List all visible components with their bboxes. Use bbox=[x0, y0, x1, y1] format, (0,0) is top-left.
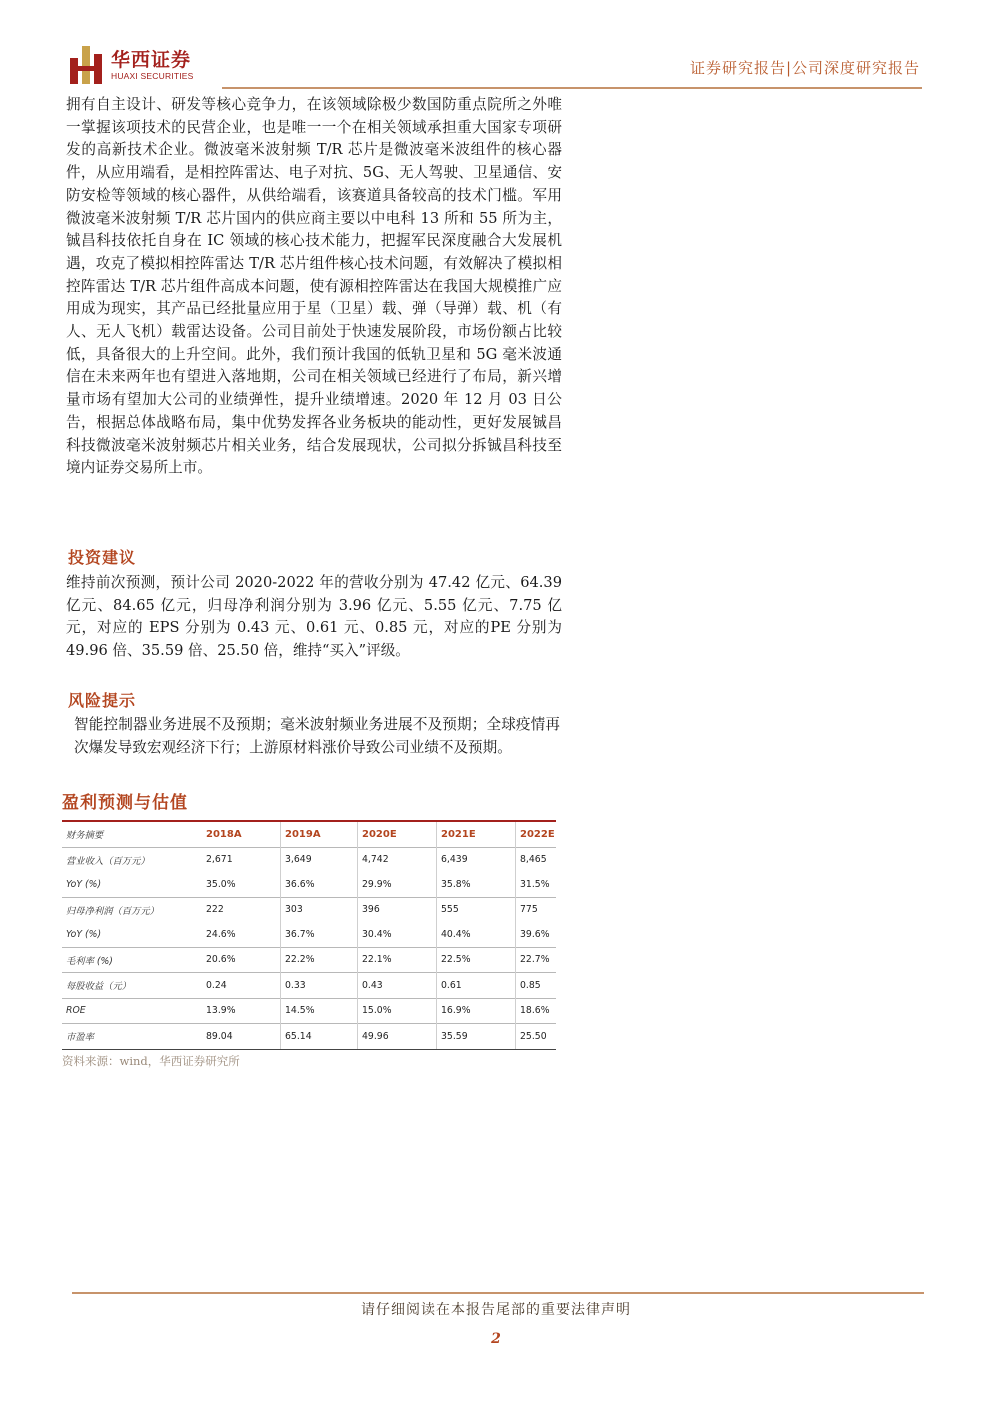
table-cell: 25.50 bbox=[516, 1024, 557, 1050]
row-label: 市盈率 bbox=[62, 1024, 202, 1050]
table-cell: 775 bbox=[516, 897, 557, 922]
year-header: 2018A bbox=[202, 821, 281, 847]
table-cell: 0.61 bbox=[437, 973, 516, 999]
table-cell: 31.5% bbox=[516, 872, 557, 897]
table-cell: 36.7% bbox=[281, 922, 358, 947]
year-header: 2020E bbox=[358, 821, 437, 847]
table-cell: 14.5% bbox=[281, 998, 358, 1024]
table-cell: 303 bbox=[281, 897, 358, 922]
financial-summary-table bbox=[62, 820, 556, 1050]
report-type-label: 证券研究报告|公司深度研究报告 bbox=[689, 59, 920, 77]
row-label: 毛利率 (%) bbox=[62, 947, 202, 973]
legal-disclaimer: 请仔细阅读在本报告尾部的重要法律声明 bbox=[361, 1302, 631, 1318]
year-header: 2022E bbox=[516, 821, 557, 847]
table-cell: 65.14 bbox=[281, 1024, 358, 1050]
row-label: YoY (%) bbox=[66, 878, 102, 890]
table-cell: 22.1% bbox=[358, 947, 437, 973]
table-cell: 40.4% bbox=[437, 922, 516, 947]
huaxi-logo-icon bbox=[68, 44, 104, 84]
table-cell: 396 bbox=[358, 897, 437, 922]
table-row bbox=[62, 973, 556, 999]
table-cell: 3,649 bbox=[281, 847, 358, 872]
table-cell: 49.96 bbox=[358, 1024, 437, 1050]
table-cell: 35.0% bbox=[206, 878, 236, 890]
page-header bbox=[0, 0, 992, 100]
row-label: 归母净利润（百万元） bbox=[62, 897, 202, 922]
table-row bbox=[62, 998, 556, 1024]
table-row bbox=[62, 1024, 556, 1050]
table-cell: 35.59 bbox=[437, 1024, 516, 1050]
table-row bbox=[62, 947, 556, 973]
table-cell: 36.6% bbox=[281, 872, 358, 897]
row-label: 每股收益（元） bbox=[62, 973, 202, 999]
body-paragraph-investment: 维持前次预测，预计公司 2020-2022 年的营收分别为 47.42 亿元、64.39 亿元、84.65 亿元，归母净利润分别为 3.96 亿元、5.55 亿元、7.75 亿元，对应的 EPS 分别为 0.43 元、0.61 元、0.85 元，对应的PE 分别为 49.96 倍、35.59 倍、25.50 倍，维持“买入”评级。 bbox=[66, 574, 562, 660]
header-divider bbox=[222, 87, 922, 89]
table-cell: 16.9% bbox=[437, 998, 516, 1024]
table-row bbox=[62, 897, 556, 922]
table-cell: 24.6% bbox=[206, 928, 236, 940]
table-row bbox=[62, 847, 556, 872]
logo-chinese-name: 华西证券 bbox=[111, 49, 192, 71]
table-cell: 29.9% bbox=[358, 872, 437, 897]
table-cell: 20.6% bbox=[202, 947, 281, 973]
table-row bbox=[62, 922, 556, 947]
table-cell: 22.5% bbox=[437, 947, 516, 973]
section-title-investment: 投资建议 bbox=[68, 548, 137, 567]
table-cell: 15.0% bbox=[358, 998, 437, 1024]
footer-divider bbox=[72, 1292, 924, 1294]
logo-english-name: HUAXI SECURITIES bbox=[111, 71, 194, 81]
table-cell: 89.04 bbox=[202, 1024, 281, 1050]
page-number: 2 bbox=[491, 1331, 501, 1347]
table-cell: 222 bbox=[202, 897, 281, 922]
body-paragraph-company-overview: 拥有自主设计、研发等核心竞争力，在该领域除极少数国防重点院所之外唯一掌握该项技术的民营企业，也是唯一一个在相关领域承担重大国家专项研发的高新技术企业。微波毫米波射频 T/R 芯片是微波毫米波组件的核心器件，从应用端看，是相控阵雷达、电子对抗、5G、无人驾驶、卫星通信、安防安检等领域的核心器件，从供给端看，该赛道具备较高的技术门槛。军用微波毫米波射频 T/R 芯片国内的供应商主要以中电科 13 所和 55 所为主，铖昌科技依托自身在 IC 领域的核心技术能力，把握军民深度融合大发展机遇，攻克了模拟相控阵雷达 T/R 芯片组件核心技术问题，有效解决了模拟相控阵雷达 T/R 芯片组件高成本问题，使有源相控阵雷达在我国大规模推广应用成为现实，其产品已经批量应用于星（卫星）载、弹（导弹）载、机（有人、无人飞机）载雷达设备。公司目前处于快速发展阶段，市场份额占比较低，具备很大的上升空间。此外，我们预计我国的低轨卫星和 5G 毫米波通信在未来两年也有望进入落地期，公司在相关领域已经进行了布局，新兴增量市场有望加大公司的业绩弹性，提升业绩增速。2020 年 12 月 03 日公告，根据总体战略布局，集中优势发挥各业务板块的能动性，更好发展铖昌科技微波毫米波射频芯片相关业务，结合发展现状，公司拟分拆铖昌科技至境内证券交易所上市。 bbox=[66, 96, 562, 477]
table-cell: 8,465 bbox=[516, 847, 557, 872]
section-title-risk: 风险提示 bbox=[68, 691, 137, 710]
table-cell: 22.2% bbox=[281, 947, 358, 973]
row-label: YoY (%) bbox=[66, 928, 102, 940]
table-source-note: 资料来源：wind，华西证券研究所 bbox=[62, 1054, 240, 1068]
table-cell: 30.4% bbox=[358, 922, 437, 947]
table-row bbox=[62, 872, 556, 897]
table-cell: 35.8% bbox=[437, 872, 516, 897]
table-cell: 2,671 bbox=[202, 847, 281, 872]
table-cell: 4,742 bbox=[358, 847, 437, 872]
table-cell: 13.9% bbox=[202, 998, 281, 1024]
section-title-forecast: 盈利预测与估值 bbox=[62, 793, 188, 813]
table-cell: 18.6% bbox=[516, 998, 557, 1024]
row-label: 营业收入（百万元） bbox=[62, 847, 202, 872]
table-cell: 22.7% bbox=[516, 947, 557, 973]
table-cell: 6,439 bbox=[437, 847, 516, 872]
row-label: ROE bbox=[62, 998, 202, 1024]
table-cell: 0.43 bbox=[358, 973, 437, 999]
table-cell: 39.6% bbox=[516, 922, 557, 947]
table-header-row bbox=[62, 821, 556, 847]
table-cell: 0.33 bbox=[281, 973, 358, 999]
table-cell: 555 bbox=[437, 897, 516, 922]
year-header: 2021E bbox=[437, 821, 516, 847]
table-header-label: 财务摘要 bbox=[62, 821, 202, 847]
body-paragraph-risk: 智能控制器业务进展不及预期；毫米波射频业务进展不及预期；全球疫情再次爆发导致宏观经济下行；上游原材料涨价导致公司业绩不及预期。 bbox=[74, 716, 560, 756]
table-cell: 0.24 bbox=[202, 973, 281, 999]
year-header: 2019A bbox=[281, 821, 358, 847]
table-cell: 0.85 bbox=[516, 973, 557, 999]
